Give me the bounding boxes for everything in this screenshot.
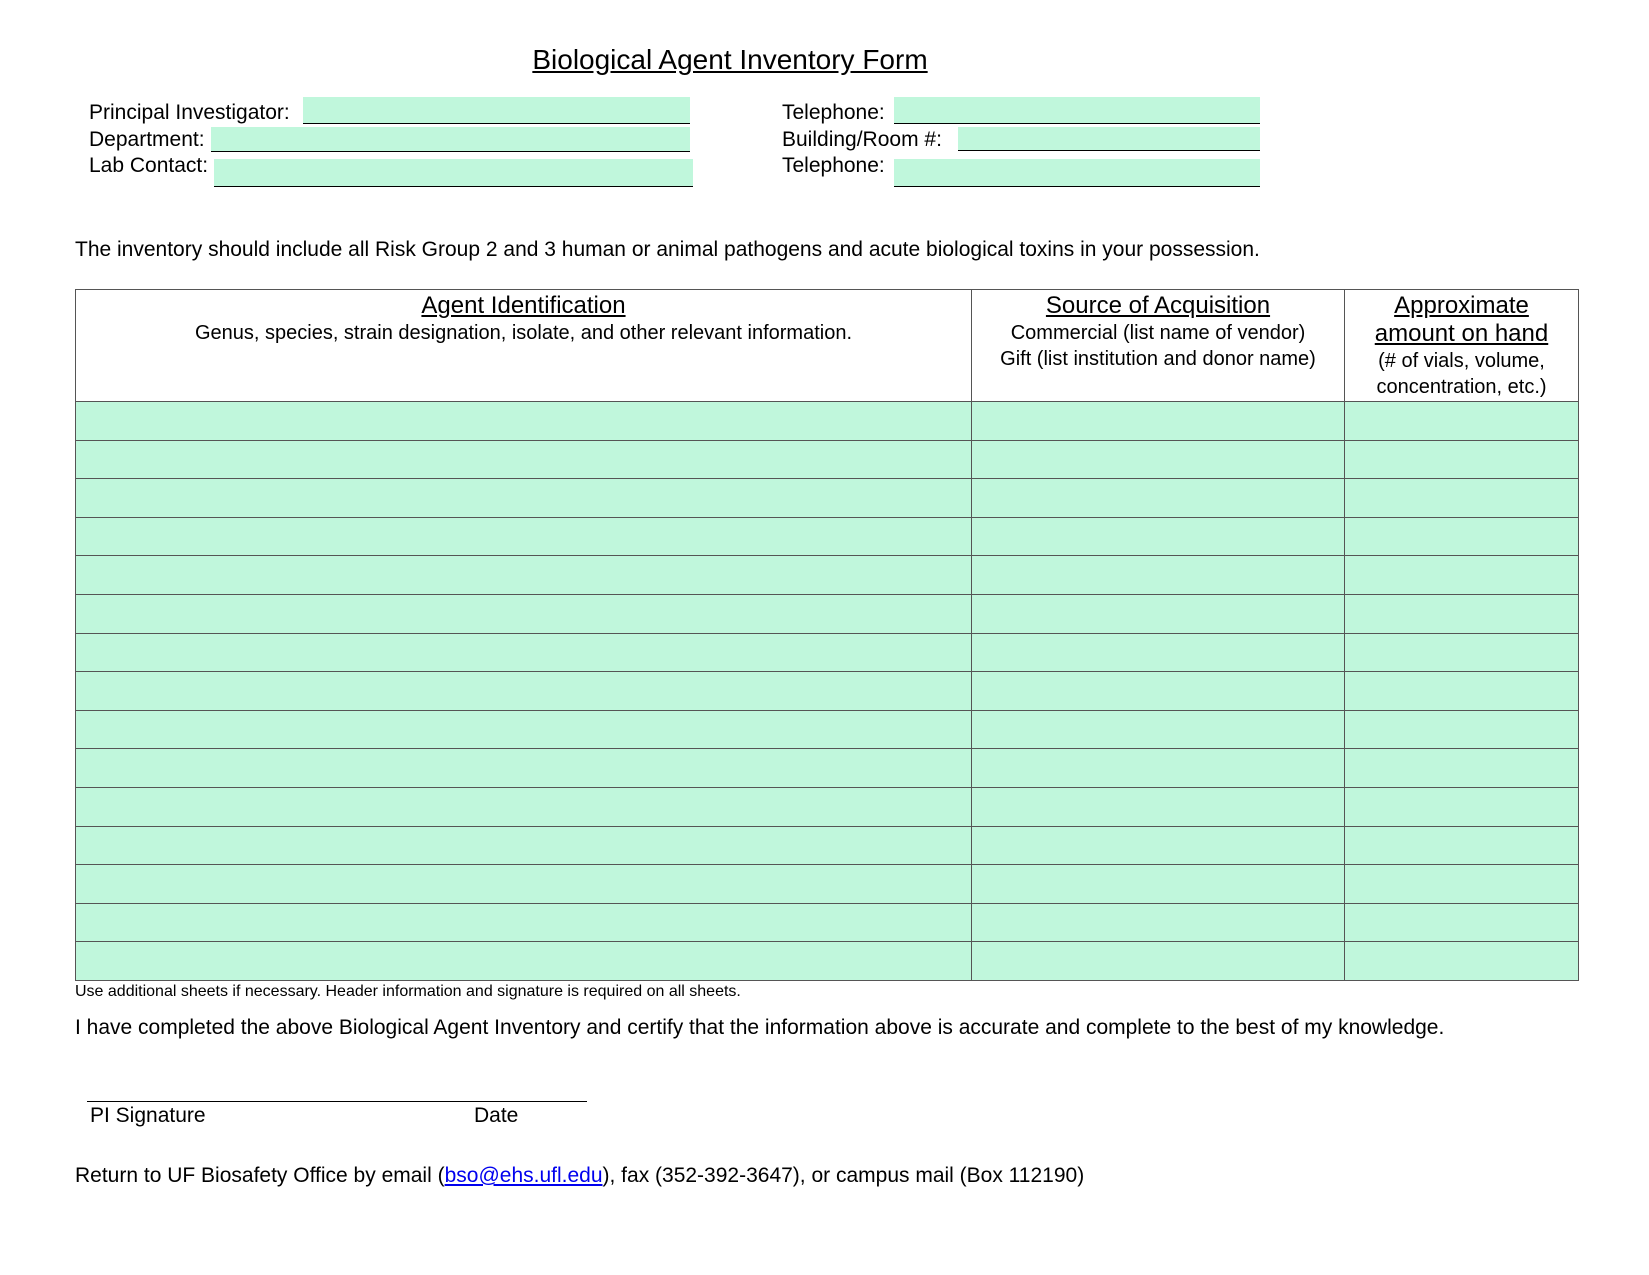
agent-identification-cell[interactable]	[76, 440, 972, 479]
source-of-acquisition-cell[interactable]	[972, 672, 1345, 711]
source-of-acquisition-cell[interactable]	[972, 594, 1345, 633]
table-row	[76, 594, 1579, 633]
approximate-amount-cell[interactable]	[1345, 479, 1579, 518]
form-title: Biological Agent Inventory Form	[532, 44, 928, 75]
intro-text: The inventory should include all Risk Group 2 and 3 human or animal pathogens and acute biological toxins in your possession.	[75, 238, 1260, 261]
inventory-table	[75, 289, 1579, 981]
agent-identification-cell[interactable]	[76, 402, 972, 441]
source-of-acquisition-cell[interactable]	[972, 826, 1345, 865]
certification-text: I have completed the above Biological Agent Inventory and certify that the information above is accurate and complete to the best of my knowledge.	[75, 1016, 1445, 1039]
date-label: Date	[474, 1104, 519, 1127]
approximate-amount-cell[interactable]	[1345, 749, 1579, 788]
agent-identification-header	[76, 290, 972, 402]
table-row	[76, 749, 1579, 788]
approximate-amount-title-line1: Approximate	[1394, 292, 1529, 319]
source-of-acquisition-header	[972, 290, 1345, 402]
return-prefix: Return to UF Biosafety Office by email (	[75, 1164, 445, 1187]
source-of-acquisition-cell[interactable]	[972, 903, 1345, 942]
table-row	[76, 672, 1579, 711]
approximate-amount-note-line2: concentration, etc.)	[1376, 376, 1547, 398]
agent-identification-cell[interactable]	[76, 479, 972, 518]
table-row	[76, 903, 1579, 942]
approximate-amount-note-line1: (# of vials, volume,	[1378, 350, 1545, 372]
return-instructions	[75, 1164, 1084, 1188]
agent-identification-cell[interactable]	[76, 749, 972, 788]
table-row	[76, 479, 1579, 518]
lab-telephone-label: Telephone:	[782, 154, 885, 177]
source-of-acquisition-cell[interactable]	[972, 710, 1345, 749]
agent-identification-cell[interactable]	[76, 517, 972, 556]
approximate-amount-cell[interactable]	[1345, 402, 1579, 441]
source-of-acquisition-cell[interactable]	[972, 479, 1345, 518]
table-row	[76, 710, 1579, 749]
table-row	[76, 517, 1579, 556]
approximate-amount-cell[interactable]	[1345, 865, 1579, 904]
lab-contact-label: Lab Contact:	[89, 154, 209, 177]
source-commercial-note: Commercial (list name of vendor)	[1010, 322, 1306, 344]
approximate-amount-cell[interactable]	[1345, 903, 1579, 942]
table-row	[76, 402, 1579, 441]
approximate-amount-cell[interactable]	[1345, 826, 1579, 865]
source-of-acquisition-cell[interactable]	[972, 556, 1345, 595]
agent-identification-cell[interactable]	[76, 672, 972, 711]
approximate-amount-cell[interactable]	[1345, 633, 1579, 672]
source-of-acquisition-cell[interactable]	[972, 633, 1345, 672]
agent-identification-cell[interactable]	[76, 594, 972, 633]
agent-identification-title: Agent Identification	[421, 292, 626, 319]
approximate-amount-cell[interactable]	[1345, 556, 1579, 595]
table-row	[76, 942, 1579, 981]
agent-identification-cell[interactable]	[76, 556, 972, 595]
approximate-amount-cell[interactable]	[1345, 787, 1579, 826]
table-row	[76, 633, 1579, 672]
pi-field[interactable]	[303, 97, 690, 124]
lab-telephone-field[interactable]	[894, 159, 1260, 187]
agent-identification-cell[interactable]	[76, 633, 972, 672]
biosafety-email-link[interactable]: bso@ehs.ufl.edu	[444, 1164, 603, 1187]
building-room-field[interactable]	[958, 127, 1260, 151]
agent-identification-subtitle: Genus, species, strain designation, isolate, and other relevant information.	[194, 322, 853, 344]
table-row	[76, 440, 1579, 479]
table-row	[76, 556, 1579, 595]
approximate-amount-header	[1345, 290, 1579, 402]
agent-identification-cell[interactable]	[76, 903, 972, 942]
telephone-label: Telephone:	[782, 101, 885, 124]
table-row	[76, 826, 1579, 865]
building-room-label: Building/Room #:	[782, 128, 942, 151]
lab-contact-field[interactable]	[214, 159, 693, 187]
source-of-acquisition-cell[interactable]	[972, 440, 1345, 479]
signature-line[interactable]	[87, 1101, 587, 1102]
agent-identification-cell[interactable]	[76, 865, 972, 904]
agent-identification-cell[interactable]	[76, 826, 972, 865]
source-of-acquisition-cell[interactable]	[972, 749, 1345, 788]
pi-label: Principal Investigator:	[89, 101, 290, 124]
department-label: Department:	[89, 128, 205, 151]
source-of-acquisition-cell[interactable]	[972, 865, 1345, 904]
source-of-acquisition-title: Source of Acquisition	[1045, 292, 1271, 319]
approximate-amount-cell[interactable]	[1345, 710, 1579, 749]
table-row	[76, 865, 1579, 904]
agent-identification-cell[interactable]	[76, 942, 972, 981]
source-gift-note: Gift (list institution and donor name)	[1000, 348, 1316, 370]
table-row	[76, 787, 1579, 826]
approximate-amount-cell[interactable]	[1345, 517, 1579, 556]
return-suffix: ), fax (352-392-3647), or campus mail (Box 112190)	[602, 1164, 1085, 1187]
agent-identification-cell[interactable]	[76, 787, 972, 826]
approximate-amount-title-line2: amount on hand	[1374, 320, 1549, 347]
source-of-acquisition-cell[interactable]	[972, 787, 1345, 826]
telephone-field[interactable]	[894, 97, 1260, 124]
approximate-amount-cell[interactable]	[1345, 672, 1579, 711]
department-field[interactable]	[211, 127, 690, 152]
additional-sheets-note: Use additional sheets if necessary. Header information and signature is required on all sheets.	[75, 983, 741, 1000]
source-of-acquisition-cell[interactable]	[972, 517, 1345, 556]
agent-identification-cell[interactable]	[76, 710, 972, 749]
source-of-acquisition-cell[interactable]	[972, 942, 1345, 981]
approximate-amount-cell[interactable]	[1345, 440, 1579, 479]
pi-signature-label: PI Signature	[90, 1104, 206, 1127]
approximate-amount-cell[interactable]	[1345, 942, 1579, 981]
approximate-amount-cell[interactable]	[1345, 594, 1579, 633]
table-header-row	[76, 290, 1579, 402]
source-of-acquisition-cell[interactable]	[972, 402, 1345, 441]
